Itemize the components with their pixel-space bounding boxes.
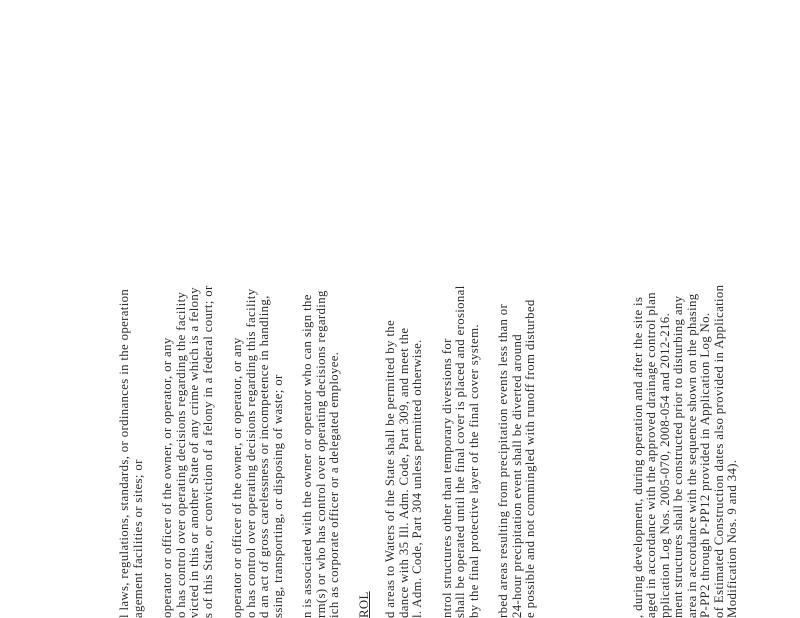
text-line: 24-hour precipitation event shall be diverted around (509, 333, 524, 618)
paragraph (231, 58, 285, 618)
text-line: agement facilities or sites; or (130, 459, 145, 618)
paragraph (118, 58, 145, 618)
text-line: by the final protective layer of the final cover system. (466, 324, 481, 618)
text-line: operator or officer of the owner, or operator, or any (230, 337, 244, 618)
text-line: Modification Nos. 9 and 34). (725, 459, 739, 618)
text-line: o has control over operating decisions regarding this facility (243, 288, 258, 618)
paragraph (384, 58, 425, 618)
text-line: s of this State, or conviction of a felony in a federal court; or (200, 285, 215, 618)
text-line: rbed areas resulting from precipitation events less than or (496, 303, 510, 618)
rotated-document-text (118, 58, 756, 618)
text-line: area in accordance with the sequence shown on the phasing (684, 293, 699, 618)
text-line: d areas to Waters of the State shall be permitted by the (383, 319, 397, 618)
text-line: shall be operated until the final cover is placed and erosional (453, 285, 467, 618)
section-gap (554, 58, 632, 618)
text-line: o has control over operating decisions regarding the facility (173, 291, 188, 618)
paragraph (632, 58, 740, 618)
text-line: rm(s) or who has control over operating decisions regarding (313, 290, 328, 618)
text-line: e possible and not commingled with runoff from disturbed (523, 299, 537, 618)
text-line: ssing, transporting, or disposing of waste; or (270, 374, 285, 618)
paragraph (161, 58, 215, 618)
text-line: dance with 35 Ill. Adm. Code, Part 309, and meet the (396, 327, 411, 618)
text-line: ment structures shall be constructed prior to disturbing any (671, 295, 685, 618)
paragraph (497, 58, 538, 618)
section-heading: ROL (356, 591, 371, 618)
text-line: l laws, regulations, standards, or ordinances in the operation (117, 288, 131, 618)
text-line: d an act of gross carelessness or incompetence in handling, (257, 295, 271, 618)
text-line: , during development, during operation and after the site is (630, 296, 645, 618)
text-line: operator or officer of the owner, or operator, or any (160, 337, 174, 618)
text-line: victed in this or another State of any crime which is a felony (187, 287, 201, 618)
text-line: n is associated with the owner or operator who can sign the (300, 294, 314, 618)
paragraph (301, 58, 342, 618)
paragraph (441, 58, 482, 618)
text-line: aged in accordance with the approved drainage control plan (644, 292, 658, 618)
text-line: ntrol structures other than temporary diversions for (439, 338, 454, 618)
text-line: of Estimated Construction dates also provided in Application (711, 284, 726, 618)
text-line: l. Adm. Code, Part 304 unless permitted otherwise. (410, 339, 424, 618)
text-line: ich as corporate officer or a delegated employee. (327, 351, 341, 618)
text-line: pplication Log Nos. 2005-070, 2008-054 and 2012-216. (657, 312, 672, 618)
text-line: P-PP2 through P-PP12 provided in Application Log No. (698, 312, 712, 618)
